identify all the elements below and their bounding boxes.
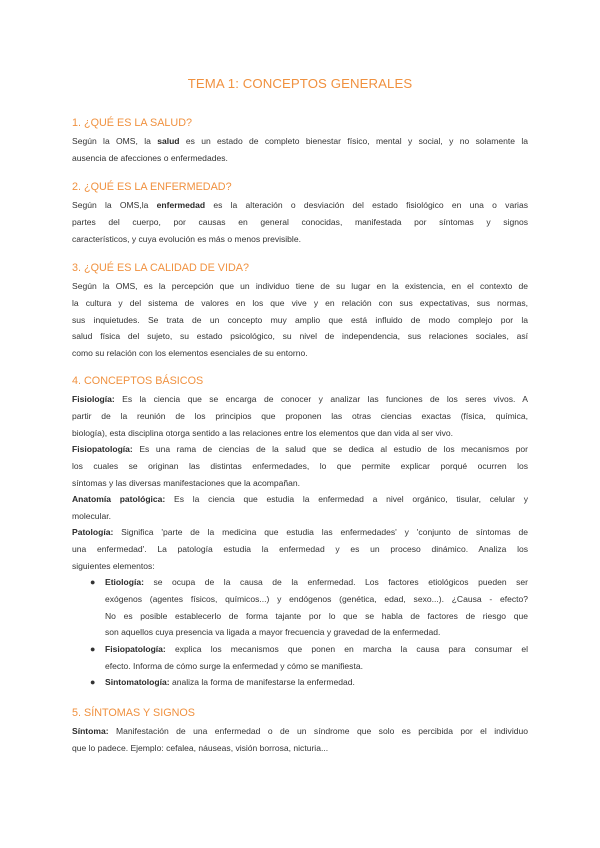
document-title: TEMA 1: CONCEPTOS GENERALES (187, 76, 413, 91)
fisiopatologia-paragraph: Fisiopatología: Es una rama de ciencias de la salud que se dedica al estudio de los mecanismos por los cuales se originan las distintas enfermedades, lo que permite explicar porqué ocurren los síntomas y las diversas manifestaciones que la acompañan. (72, 444, 528, 488)
section-2-heading: 2. ¿QUÉ ES LA ENFERMEDAD? (72, 181, 232, 193)
patologia-paragraph: Patología: Significa 'parte de la medicina que estudia las enfermedades' y 'conjunto de síntomas de una enfermedad'. La patología estudia la enfermedad y es un proceso dinámico. Analiza los siguientes elementos: (72, 527, 528, 571)
bullet-fisiopatologia: ● Fisiopatología: explica los mecanismos que ponen en marcha la causa para consumar el efecto. Informa de cómo surge la enfermedad y cómo se manifiesta. (105, 641, 528, 675)
section-1-paragraph: Según la OMS, la salud es un estado de completo bienestar físico, mental y social, y no solamente la ausencia de afecciones o enfermedades. (72, 136, 528, 163)
term-fisiologia: Fisiología: (72, 394, 115, 404)
bullet-dot: ● (90, 577, 96, 587)
bullet-sintomatologia: ● Sintomatología: analiza la forma de manifestarse la enfermedad. (105, 674, 528, 691)
term-salud: salud (157, 136, 180, 146)
section-2-paragraph: Según la OMS,la enfermedad es la alteración o desviación del estado fisiológico en una o varias partes del cuerpo, por causas en general conocidas, manifestada por síntomas y signos característicos, y cuya evolución es más o menos previsible. (72, 200, 528, 244)
bullet-dot: ● (90, 677, 96, 687)
section-5-paragraph: Síntoma: Manifestación de una enfermedad o de un síndrome que solo es percibida por el individuo que lo padece. Ejemplo: cefalea, náuseas, visión borrosa, nicturia... (72, 726, 528, 753)
term-fisiopatologia: Fisiopatología: (72, 444, 133, 454)
term-enfermedad: enfermedad (156, 200, 206, 210)
term-sintoma: Síntoma: (72, 726, 109, 736)
term-patologia: Patología: (72, 527, 114, 537)
term-anatomia: Anatomía patológica: (72, 494, 166, 504)
section-3-paragraph: Según la OMS, es la percepción que un individuo tiene de su lugar en la existencia, en el contexto de la cultura y del sistema de valores en los que vive y en relación con sus expectativas, sus normas, sus inquietudes. Se trata de un concepto muy amplio que está influido de modo complejo por la salud física del sujeto, su estado psicológico, su nivel de independencia, sus relaciones sociales, así como su relación con los elementos esenciales de su entorno. (72, 281, 528, 359)
section-3-heading: 3. ¿QUÉ ES LA CALIDAD DE VIDA? (72, 262, 250, 274)
section-4-heading: 4. CONCEPTOS BÁSICOS (72, 375, 204, 387)
bullet-etiologia: ● Etiología: se ocupa de la causa de la enfermedad. Los factores etiológicos pueden ser exógenos (agentes físicos, químicos...) y endógenos (genética, edad, sexo...). ¿Causa - efecto? No es posible establecerlo de forma tajante por lo que se habla de factores de riesgo que son aquellos cuya presencia va ligada a mayor frecuencia y gravedad de la enfermedad. (105, 574, 528, 641)
anatomia-paragraph: Anatomía patológica: Es la ciencia que estudia la enfermedad a nivel orgánico, tisular, celular y molecular. (72, 494, 528, 521)
section-1-heading: 1. ¿QUÉ ES LA SALUD? (72, 117, 193, 129)
fisiologia-paragraph: Fisiología: Es la ciencia que se encarga de conocer y analizar las funciones de los seres vivos. A partir de la reunión de los principios que proponen las otras ciencias exactas (física, química, biología), esta disciplina otorga sentido a las relaciones entre los elementos que dan vida al ser vivo. (72, 394, 528, 438)
section-5-heading: 5. SÍNTOMAS Y SIGNOS (72, 707, 196, 719)
bullet-dot: ● (90, 644, 96, 654)
